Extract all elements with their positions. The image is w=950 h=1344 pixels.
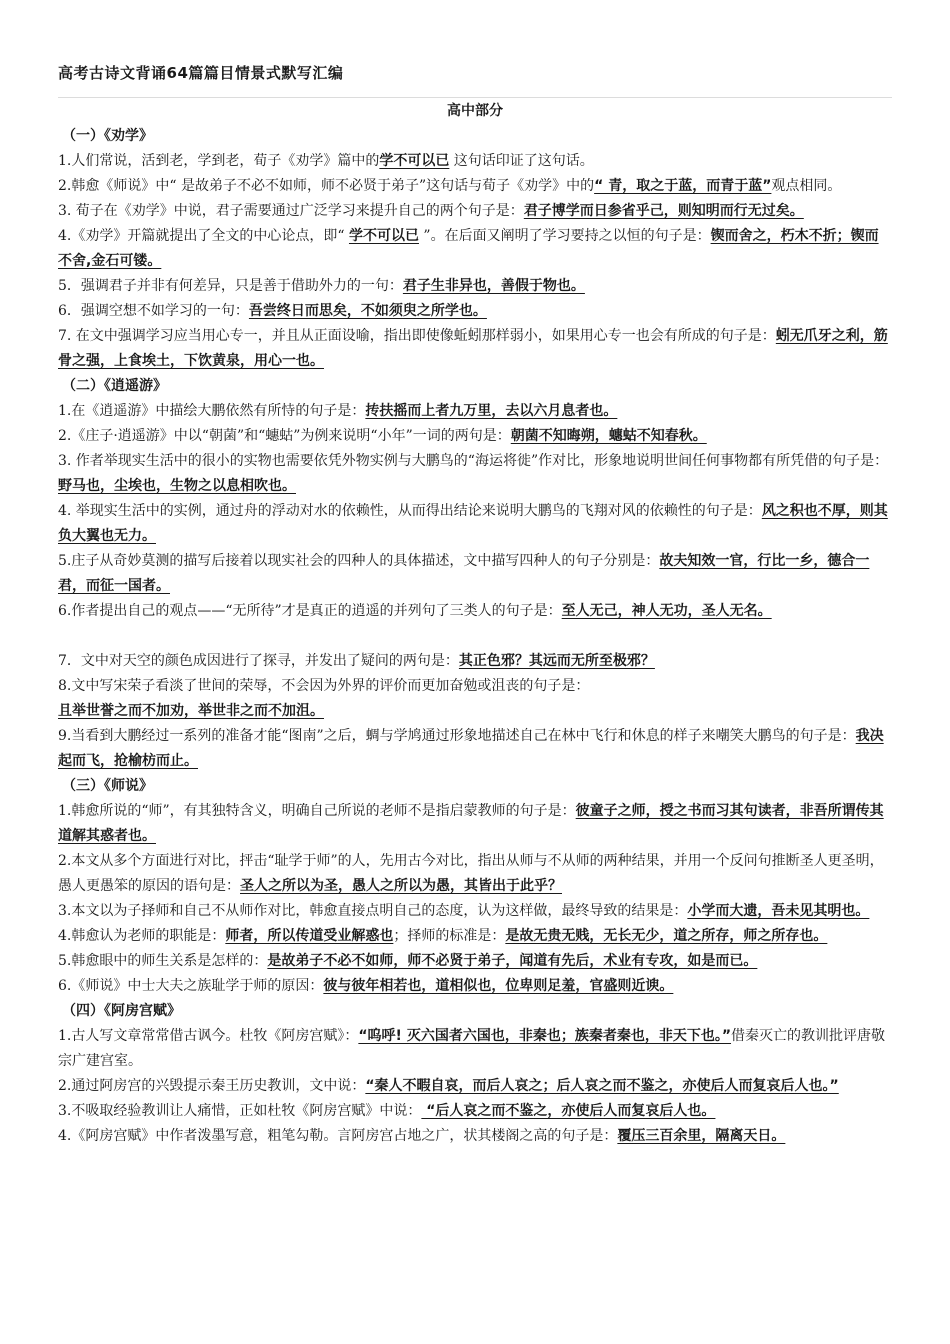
question-item: 4.《劝学》开篇就提出了全文的中心论点，即“ 学不可以已 ”。在后面又阐明了学习要持之以恒的句子是：锲而舍之，朽木不折；锲而不舍,金石可镂。 bbox=[58, 228, 879, 269]
question-item: 4.《阿房宫赋》中作者泼墨写意，粗笔勾勒。言阿房宫占地之广，状其楼阁之高的句子是：覆压三百余里，隔离天日。 bbox=[58, 1128, 786, 1144]
answer-text: 彼与彼年相若也，道相似也，位卑则足羞，官盛则近谀。 bbox=[323, 978, 674, 994]
answer-text: 野马也，尘埃也，生物之以息相吹也。 bbox=[58, 478, 296, 494]
header-divider bbox=[58, 97, 892, 98]
question-item: 5.庄子从奇妙莫测的描写后接着以现实社会的四种人的具体描述，文中描写四种人的句子分别是：故夫知效一官，行比一乡，德合一君，而征一国者。 bbox=[58, 553, 870, 594]
question-item: 2.本文从多个方面进行对比，抨击“耻学于师”的人，先用古今对比，指出从师与不从师的两种结果，并用一个反问句推断圣人更圣明，愚人更愚笨的原因的语句是：圣人之所以为圣，愚人之所以为愚，其皆出于此乎？ bbox=[58, 853, 884, 894]
answer-text: 君子博学而日参省乎己，则知明而行无过矣。 bbox=[523, 203, 804, 219]
answer-text: 彼童子之师，授之书而习其句读者，非吾所谓传其道解其惑者也。 bbox=[58, 803, 884, 844]
question-item: 1.古人写文章常常借古讽今。杜牧《阿房宫赋》：“呜呼! 灭六国者六国也，非秦也；族秦者秦也，非天下也。”借秦灭亡的教训批评唐敬宗广建宫室。 bbox=[58, 1028, 886, 1069]
answer-text: 圣人之所以为圣，愚人之所以为愚，其皆出于此乎？ bbox=[240, 878, 562, 894]
question-item: 3. 作者举现实生活中的很小的实物也需要依凭外物实例与大鹏鸟的“海运将徙”作对比，形象地说明世间任何事物都有所凭借的句子是： 野马也，尘埃也，生物之以息相吹也。 bbox=[58, 453, 889, 494]
question-item: 1.在《逍遥游》中描绘大鹏依然有所恃的句子是：抟扶摇而上者九万里，去以六月息者也。 bbox=[58, 403, 618, 419]
blank-line bbox=[58, 624, 892, 649]
answer-text: 至人无己，神人无功，圣人无名。 bbox=[561, 603, 772, 619]
question-item: 4. 举现实生活中的实例，通过舟的浮动对水的依赖性，从而得出结论来说明大鹏鸟的飞翔对风的依赖性的句子是：风之积也不厚，则其负大翼也无力。 bbox=[58, 503, 888, 544]
answer-text: 是故弟子不必不如师，师不必贤于弟子，闻道有先后，术业有专攻，如是而已。 bbox=[267, 953, 758, 969]
answer-text: 学不可以已 bbox=[379, 153, 450, 169]
question-item: 2.通过阿房宫的兴毁提示秦王历史教训，文中说：“秦人不暇自哀，而后人哀之；后人哀之而不鉴之，亦使后人而复哀后人也。” bbox=[58, 1078, 839, 1094]
answer-text: 朝菌不知晦朔，蟪蛄不知春秋。 bbox=[510, 428, 707, 444]
section-title-xiaoyaoyou: （二）《逍遥游》 bbox=[62, 378, 167, 394]
document-body bbox=[58, 99, 892, 1149]
question-item: 5．强调君子并非有何差异，只是善于借助外力的一句：君子生非异也，善假于物也。 bbox=[58, 278, 585, 294]
question-item: 1.人们常说，活到老，学到老，荀子《劝学》篇中的学不可以已 这句话印证了这句话。 bbox=[58, 153, 594, 169]
answer-text: 覆压三百余里，隔离天日。 bbox=[617, 1128, 786, 1144]
answer-text: 蚓无爪牙之利，筋骨之强，上食埃土，下饮黄泉，用心一也。 bbox=[58, 328, 888, 369]
question-item: 3.本文以为子择师和自己不从师作对比，韩愈直接点明自己的态度，认为这样做，最终导致的结果是：小学而大遗，吾未见其明也。 bbox=[58, 903, 870, 919]
question-item: 2.《庄子·逍遥游》中以“朝菌”和“蟪蛄”为例来说明“小年”一词的两句是：朝菌不知晦朔，蟪蛄不知春秋。 bbox=[58, 428, 707, 444]
question-item: 9.当看到大鹏经过一系列的准备才能“图南”之后，蜩与学鸠通过形象地描述自己在林中飞行和休息的样子来嘲笑大鹏鸟的句子是：我决起而飞，抢榆枋而止。 bbox=[58, 728, 884, 769]
question-item: 7．文中对天空的颜色成因进行了探寻，并发出了疑问的两句是：其正色邪？其远而无所至极邪？ bbox=[58, 653, 655, 669]
question-item: 3.不吸取经验教训让人痛惜，正如杜牧《阿房宫赋》中说： “后人哀之而不鉴之，亦使后人而复哀后人也。 bbox=[58, 1103, 716, 1119]
answer-text: 学不可以已 bbox=[348, 228, 419, 244]
question-item: 6．强调空想不如学习的一句：吾尝终日而思矣，不如须臾之所学也。 bbox=[58, 303, 487, 319]
answer-text: 我决起而飞，抢榆枋而止。 bbox=[58, 728, 884, 769]
question-item: 2.韩愈《师说》中“ 是故弟子不必不如师，师不必贤于弟子”这句话与荀子《劝学》中的“ 青，取之于蓝，而青于蓝”观点相同。 bbox=[58, 178, 842, 194]
question-item: 6.《师说》中士大夫之族耻学于师的原因：彼与彼年相若也，道相似也，位卑则足羞，官盛则近谀。 bbox=[58, 978, 674, 994]
section-title-quanxue: （一）《劝学》 bbox=[62, 128, 153, 144]
answer-text: “呜呼! 灭六国者六国也，非秦也；族秦者秦也，非天下也。” bbox=[358, 1028, 732, 1044]
answer-text: 风之积也不厚，则其负大翼也无力。 bbox=[58, 503, 888, 544]
answer-text: 且举世誉之而不加劝，举世非之而不加沮。 bbox=[58, 703, 324, 719]
question-item: 6.作者提出自己的观点——“无所待”才是真正的逍遥的并列句了三类人的句子是：至人无己，神人无功，圣人无名。 bbox=[58, 603, 772, 619]
answer-text: “后人哀之而不鉴之，亦使后人而复哀后人也。 bbox=[421, 1103, 716, 1119]
question-item: 7. 在文中强调学习应当用心专一，并且从正面设喻，指出即使像蚯蚓那样弱小，如果用心专一也会有所成的句子是：蚓无爪牙之利，筋骨之强，上食埃土，下饮黄泉，用心一也。 bbox=[58, 328, 888, 369]
answer-text: 师者，所以传道受业解惑也 bbox=[225, 928, 394, 944]
answer-text: 君子生非异也，善假于物也。 bbox=[402, 278, 585, 294]
answer-text: “秦人不暇自哀，而后人哀之；后人哀之而不鉴之，亦使后人而复哀后人也。” bbox=[365, 1078, 839, 1094]
answer-text: “ 青，取之于蓝，而青于蓝” bbox=[594, 178, 772, 194]
section-title-afanggongfu: （四）《阿房宫赋》 bbox=[62, 1003, 181, 1019]
part-title: 高中部分 bbox=[447, 103, 503, 119]
section-title-shishuo: （三）《师说》 bbox=[62, 778, 153, 794]
answer-text: 吾尝终日而思矣，不如须臾之所学也。 bbox=[248, 303, 487, 319]
answer-text: 是故无贵无贱，无长无少，道之所存，师之所存也。 bbox=[505, 928, 828, 944]
question-item: 1.韩愈所说的“师”，有其独特含义，明确自己所说的老师不是指启蒙教师的句子是：彼童子之师，授之书而习其句读者，非吾所谓传其道解其惑者也。 bbox=[58, 803, 884, 844]
answer-text: 小学而大遗，吾未见其明也。 bbox=[687, 903, 870, 919]
question-item: 8.文中写宋荣子看淡了世间的荣辱，不会因为外界的评价而更加奋勉或沮丧的句子是： 且举世誉之而不加劝，举世非之而不加沮。 bbox=[58, 678, 590, 719]
document-title: 高考古诗文背诵64篇篇目情景式默写汇编 bbox=[58, 64, 344, 82]
answer-text: 抟扶摇而上者九万里，去以六月息者也。 bbox=[365, 403, 618, 419]
question-item: 4.韩愈认为老师的职能是：师者，所以传道受业解惑也；择师的标准是：是故无贵无贱，无长无少，道之所存，师之所存也。 bbox=[58, 928, 828, 944]
question-item: 5.韩愈眼中的师生关系是怎样的：是故弟子不必不如师，师不必贤于弟子，闻道有先后，术业有专攻，如是而已。 bbox=[58, 953, 758, 969]
answer-text: 锲而舍之，朽木不折；锲而不舍,金石可镂。 bbox=[58, 228, 879, 269]
answer-text: 故夫知效一官，行比一乡，德合一君，而征一国者。 bbox=[58, 553, 870, 594]
question-item: 3. 荀子在《劝学》中说，君子需要通过广泛学习来提升自己的两个句子是：君子博学而日参省乎己，则知明而行无过矣。 bbox=[58, 203, 804, 219]
answer-text: 其正色邪？其远而无所至极邪？ bbox=[458, 653, 655, 669]
